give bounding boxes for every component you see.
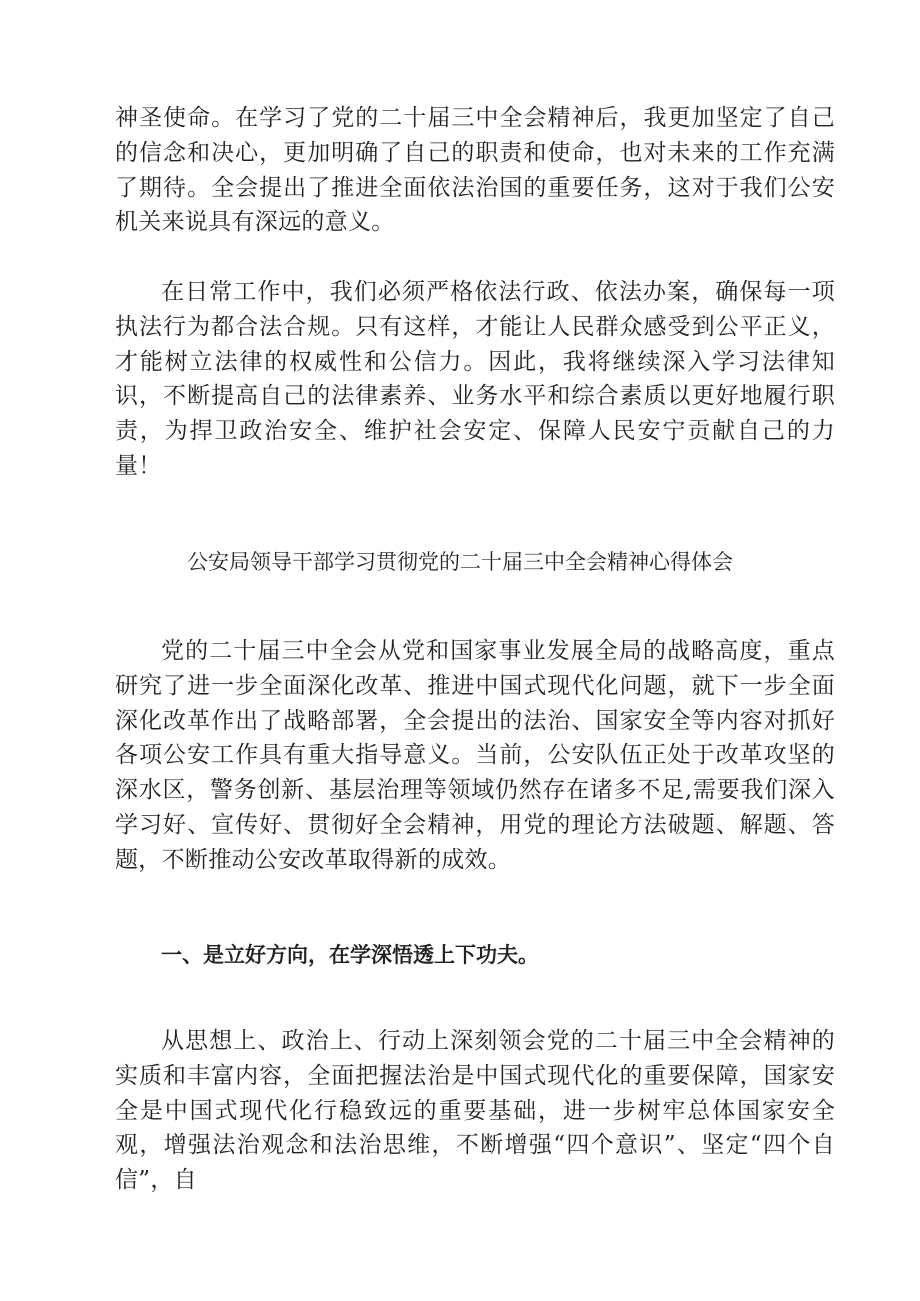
- section-heading: 一、是立好方向，在学深悟透上下功夫。: [161, 943, 539, 967]
- body-paragraph: 从思想上、政治上、行动上深刻领会党的二十届三中全会精神的实质和丰富内容，全面把握法治是中国式现代化的重要保障，国家安全是中国式现代化行稳致远的重要基础，进一步树牢总体国家安全观，增强法治观念和法治思维，不断增强“四个意识”、坚定“四个自信”，自: [115, 1028, 835, 1194]
- article-title: 公安局领导干部学习贯彻党的二十届三中全会精神心得体会: [187, 550, 733, 574]
- body-paragraph-intro: 党的二十届三中全会从党和国家事业发展全局的战略高度，重点研究了进一步全面深化改革、推进中国式现代化问题，就下一步全面深化改革作出了战略部署，全会提出的法治、国家安全等内容对抓好各项公安工作具有重大指导意义。当前，公安队伍正处于改革攻坚的深水区，警务创新、基层治理等领域仍然存在诸多不足,需要我们深入学习好、宣传好、贯彻好全会精神，用党的理论方法破题、解题、答题，不断推动公安改革取得新的成效。: [115, 638, 835, 873]
- body-paragraph: 在日常工作中，我们必须严格依法行政、依法办案，确保每一项执法行为都合法合规。只有这样，才能让人民群众感受到公平正义，才能树立法律的权威性和公信力。因此，我将继续深入学习法律知识，不断提高自己的法律素养、业务水平和综合素质以更好地履行职责，为捍卫政治安全、维护社会安定、保障人民安宁贡献自己的力量！: [115, 279, 835, 479]
- body-paragraph-continuation: 神圣使命。在学习了党的二十届三中全会精神后，我更加坚定了自己的信念和决心，更加明确了自己的职责和使命，也对未来的工作充满了期待。全会提出了推进全面依法治国的重要任务，这对于我们公安机关来说具有深远的意义。: [115, 105, 835, 236]
